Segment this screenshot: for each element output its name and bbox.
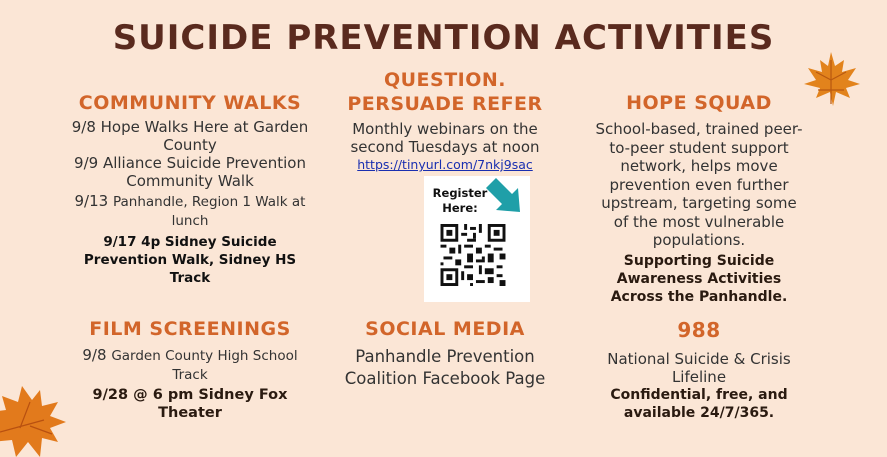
- lifeline-tagline: Confidential, free, and available 24/7/365.: [610, 387, 788, 421]
- page-title: SUICIDE PREVENTION ACTIVITIES: [112, 18, 775, 58]
- walk-item: 9/17 4p Sidney Suicide Prevention Walk, Sidney HS Track: [83, 234, 297, 286]
- qr-code[interactable]: [440, 224, 506, 286]
- lifeline-heading: 988: [677, 318, 721, 342]
- register-label: Register Here:: [432, 186, 488, 215]
- arrow-icon: [486, 176, 526, 216]
- walk-item: [70, 192, 310, 230]
- qpr-link[interactable]: https://tinyurl.com/7nkj9sac: [357, 157, 533, 172]
- qpr-section: [330, 68, 560, 172]
- film-screenings-section: [70, 318, 310, 422]
- qr-card: [424, 176, 530, 302]
- hope-squad-section: [594, 92, 804, 306]
- hope-squad-heading: HOPE SQUAD: [626, 92, 772, 114]
- walk-date: 9/13: [74, 192, 113, 210]
- community-walks-heading: COMMUNITY WALKS: [78, 92, 302, 114]
- community-walks-section: [70, 92, 310, 287]
- hope-squad-tagline: Supporting Suicide Awareness Activities Across the Panhandle.: [610, 252, 788, 305]
- walk-item: 9/8 Hope Walks Here at Garden County: [71, 118, 309, 154]
- qpr-description: Monthly webinars on the second Tuesdays at noon: [350, 120, 540, 156]
- screening-text: Garden County High School Track: [111, 348, 298, 383]
- walk-item: 9/9 Alliance Suicide Prevention Community Walk: [74, 154, 306, 190]
- screening-item: 9/28 @ 6 pm Sidney Fox Theater: [92, 387, 288, 421]
- qpr-heading-line1: QUESTION.: [383, 69, 507, 91]
- film-screenings-heading: FILM SCREENINGS: [89, 318, 291, 340]
- social-media-heading: SOCIAL MEDIA: [365, 318, 525, 340]
- maple-leaf-icon: [800, 50, 862, 108]
- social-media-section: [330, 318, 560, 390]
- social-media-text: Panhandle Prevention Coalition Facebook Page: [344, 347, 546, 388]
- hope-squad-description: School-based, trained peer-to-peer student support network, helps move prevention even further upstream, targeting some of the most vulnerable populations.: [595, 120, 803, 249]
- qpr-heading-line2: PERSUADE REFER: [347, 93, 543, 115]
- walk-text: Panhandle, Region 1 Walk at lunch: [112, 194, 306, 229]
- screening-date: 9/8: [82, 346, 112, 364]
- lifeline-description: National Suicide & Crisis Lifeline: [607, 350, 791, 386]
- screening-item: [70, 346, 310, 384]
- lifeline-section: [584, 318, 814, 422]
